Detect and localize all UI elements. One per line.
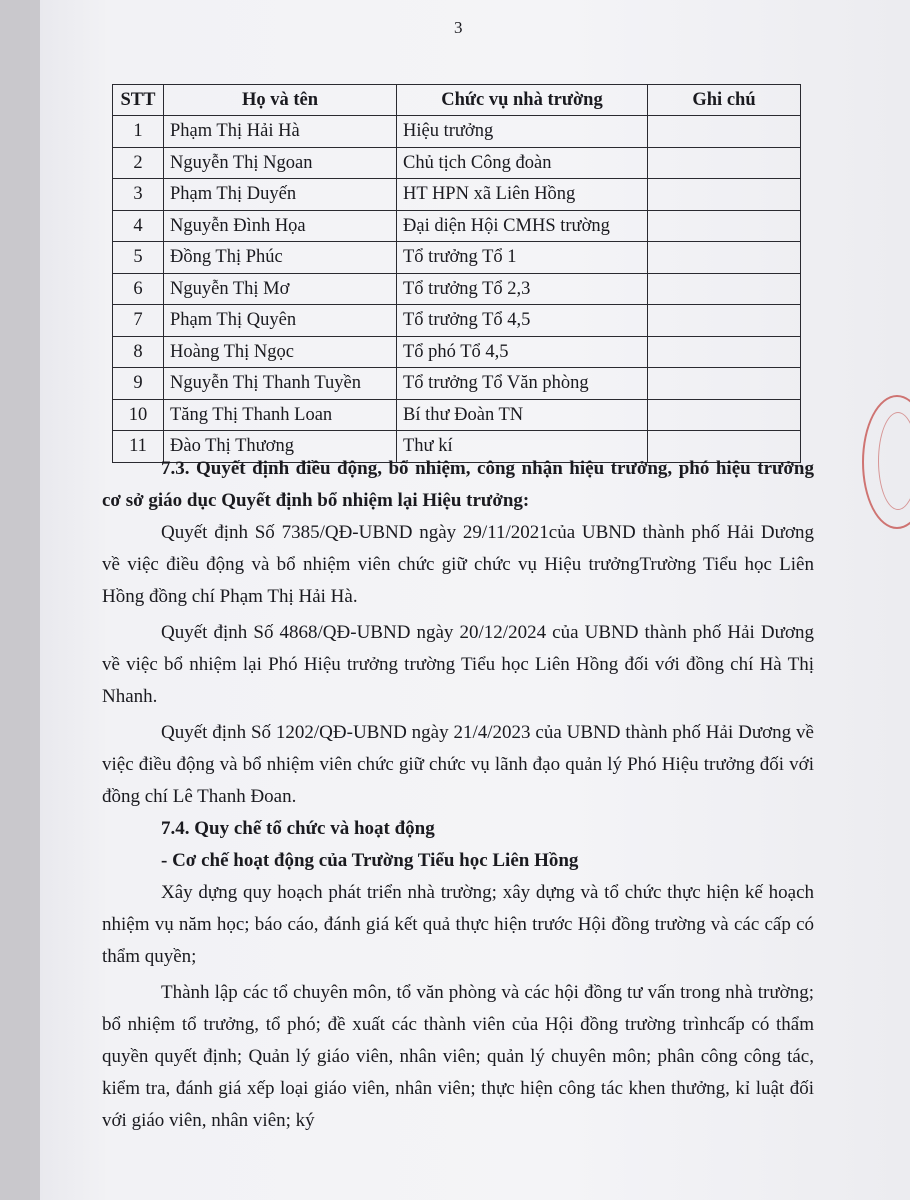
cell-stt: 2	[113, 147, 164, 179]
cell-name: Phạm Thị Quyên	[164, 305, 397, 337]
members-table	[112, 84, 801, 463]
cell-stt: 7	[113, 305, 164, 337]
cell-note	[648, 336, 801, 368]
cell-role: Tổ trưởng Tổ 2,3	[397, 273, 648, 305]
cell-role: Đại diện Hội CMHS trường	[397, 210, 648, 242]
table-row	[113, 242, 801, 274]
cell-role: Hiệu trưởng	[397, 116, 648, 148]
section-heading-7-4: 7.4. Quy chế tổ chức và hoạt động	[161, 818, 435, 839]
cell-stt: 10	[113, 399, 164, 431]
cell-name: Hoàng Thị Ngọc	[164, 336, 397, 368]
cell-name: Đồng Thị Phúc	[164, 242, 397, 274]
table-header-row	[113, 85, 801, 116]
cell-role: Tổ phó Tổ 4,5	[397, 336, 648, 368]
paragraph: Quyết định Số 4868/QĐ-UBND ngày 20/12/2024 của UBND thành phố Hải Dương về việc bổ nhiệm lại Phó Hiệu trưởng trường Tiểu học Liên Hồng đối với đồng chí Hà Thị Nhanh.	[102, 622, 814, 707]
table-row	[113, 210, 801, 242]
document-page	[40, 0, 910, 1200]
table-row	[113, 116, 801, 148]
cell-name: Đào Thị Thương	[164, 431, 397, 463]
table-row	[113, 305, 801, 337]
cell-stt: 6	[113, 273, 164, 305]
cell-name: Tăng Thị Thanh Loan	[164, 399, 397, 431]
cell-name: Nguyễn Thị Mơ	[164, 273, 397, 305]
page-number: 3	[454, 18, 463, 37]
cell-note	[648, 273, 801, 305]
cell-stt: 1	[113, 116, 164, 148]
red-seal-inner-ring	[878, 412, 910, 510]
cell-stt: 9	[113, 368, 164, 400]
cell-name: Phạm Thị Duyến	[164, 179, 397, 211]
paragraph: Xây dựng quy hoạch phát triển nhà trường; xây dựng và tổ chức thực hiện kế hoạch nhiệm vụ năm học; báo cáo, đánh giá kết quả thực hiện trước Hội đồng trường và các cấp có thẩm quyền;	[102, 882, 814, 967]
cell-name: Nguyễn Thị Ngoan	[164, 147, 397, 179]
header-name: Họ và tên	[164, 85, 397, 116]
paragraph: Quyết định Số 1202/QĐ-UBND ngày 21/4/2023 của UBND thành phố Hải Dương về việc điều động và bổ nhiệm viên chức giữ chức vụ lãnh đạo quản lý Phó Hiệu trưởng đối với đồng chí Lê Thanh Đoan.	[102, 722, 814, 807]
cell-note	[648, 179, 801, 211]
cell-name: Nguyễn Đình Họa	[164, 210, 397, 242]
cell-note	[648, 210, 801, 242]
table-row	[113, 336, 801, 368]
cell-role: Chủ tịch Công đoàn	[397, 147, 648, 179]
cell-stt: 8	[113, 336, 164, 368]
document-body	[102, 453, 814, 1137]
cell-role: HT HPN xã Liên Hồng	[397, 179, 648, 211]
table-row	[113, 147, 801, 179]
cell-note	[648, 399, 801, 431]
table-row	[113, 179, 801, 211]
cell-name: Phạm Thị Hải Hà	[164, 116, 397, 148]
cell-stt: 3	[113, 179, 164, 211]
table-row	[113, 368, 801, 400]
cell-note	[648, 368, 801, 400]
cell-stt: 11	[113, 431, 164, 463]
table-row	[113, 273, 801, 305]
cell-note	[648, 305, 801, 337]
cell-note	[648, 147, 801, 179]
cell-note	[648, 242, 801, 274]
paragraph: Quyết định Số 7385/QĐ-UBND ngày 29/11/2021của UBND thành phố Hải Dương về việc điều động và bổ nhiệm viên chức giữ chức vụ Hiệu trưởngTrường Tiểu học Liên Hồng đồng chí Phạm Thị Hải Hà.	[102, 522, 814, 607]
header-note: Ghi chú	[648, 85, 801, 116]
cell-role: Tổ trưởng Tổ 1	[397, 242, 648, 274]
sub-heading: - Cơ chế hoạt động của Trường Tiểu học Liên Hồng	[161, 850, 579, 871]
cell-name: Nguyễn Thị Thanh Tuyền	[164, 368, 397, 400]
cell-role: Thư kí	[397, 431, 648, 463]
cell-stt: 4	[113, 210, 164, 242]
section-heading-7-3: 7.3. Quyết định điều động, bổ nhiệm, công nhận hiệu trưởng, phó hiệu trưởng cơ sở giáo dục Quyết định bổ nhiệm lại Hiệu trưởng:	[102, 458, 814, 511]
cell-role: Tổ trưởng Tổ Văn phòng	[397, 368, 648, 400]
table-row	[113, 399, 801, 431]
header-stt: STT	[113, 85, 164, 116]
header-role: Chức vụ nhà trường	[397, 85, 648, 116]
cell-role: Tổ trưởng Tổ 4,5	[397, 305, 648, 337]
cell-role: Bí thư Đoàn TN	[397, 399, 648, 431]
paragraph: Thành lập các tổ chuyên môn, tổ văn phòng và các hội đồng tư vấn trong nhà trường; bổ nhiệm tổ trưởng, tổ phó; đề xuất các thành viên của Hội đồng trường trìnhcấp có thẩm quyền quyết định; Quản lý giáo viên, nhân viên; quản lý chuyên môn; phân công công tác, kiểm tra, đánh giá xếp loại giáo viên, nhân viên; thực hiện công tác khen thưởng, kỉ luật đối với giáo viên, nhân viên; ký	[102, 982, 814, 1131]
cell-stt: 5	[113, 242, 164, 274]
cell-note	[648, 116, 801, 148]
